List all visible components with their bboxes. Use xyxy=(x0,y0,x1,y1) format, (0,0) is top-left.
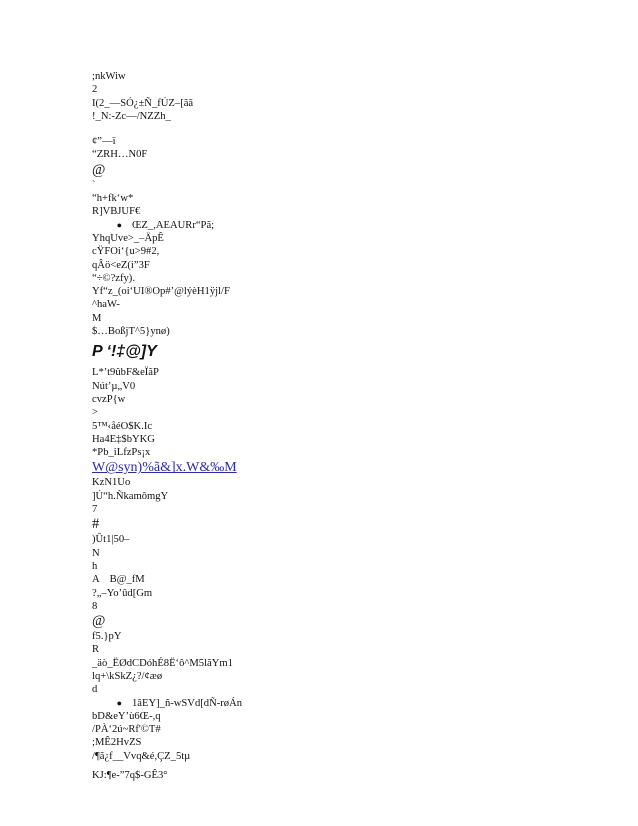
at-symbol: @ xyxy=(92,613,106,630)
text-line: KJ:¶e-”7q$-GÊ3° xyxy=(92,770,168,782)
text-block-3 xyxy=(92,192,562,219)
text-line: 8 xyxy=(92,600,98,612)
text-line: R]VBJUF€ xyxy=(92,206,141,218)
text-line: h xyxy=(92,560,98,572)
text-line: bD&eY’ù6Œ-,q xyxy=(92,710,161,722)
bullet-icon: ● xyxy=(116,697,122,708)
text-line: ]Ú“h.ÑkamômgY xyxy=(92,490,169,502)
text-line: KzN1Uo xyxy=(92,477,131,489)
hyperlink[interactable]: W@syn)%ã&]x.W&‰M xyxy=(92,460,237,476)
text-line: qÂö<eZ(i”3F xyxy=(92,259,150,271)
text-line: M xyxy=(92,312,102,324)
text-line: 7 xyxy=(92,504,98,516)
bullet-text: 1âEY]_ñ-wSVd[dÑ-røÁn xyxy=(132,697,243,709)
text-line: cvzP{w xyxy=(92,393,126,405)
text-line: 5™‹åéO$K.Ic xyxy=(92,420,153,432)
bullet-item xyxy=(92,697,562,710)
text-line: N xyxy=(92,547,100,559)
text-line: ?„–Yo’ûd[Gm xyxy=(92,587,153,599)
text-line: “h+fk‘w* xyxy=(92,193,134,205)
hash-symbol: # xyxy=(92,516,100,533)
text-block-4 xyxy=(92,232,562,338)
section-heading: P ‘!‡@]Y xyxy=(92,343,157,361)
spacer xyxy=(92,123,562,135)
text-line: Nút’µ„V0 xyxy=(92,380,136,392)
text-line: $…BoßjT^5}ynø) xyxy=(92,326,170,338)
text-block-1 xyxy=(92,70,562,123)
text-block-5 xyxy=(92,366,562,459)
text-line: lq+\kSkZ¿?/¢æø xyxy=(92,670,163,682)
text-line: Yf“z_(oi‘UI®Op#’@lýèH1ÿjl/F xyxy=(92,286,230,298)
text-line: A B@_fM xyxy=(92,574,145,586)
text-line: /PÀ‘2ú~Rf'©T# xyxy=(92,724,161,736)
text-block-6 xyxy=(92,476,562,516)
document-page xyxy=(92,70,562,782)
text-line: /¶ã¿f__Vvq&é,ÇZ_5tµ xyxy=(92,750,191,762)
text-line: Ha4E‡$bYKG xyxy=(92,433,155,445)
text-line: d xyxy=(92,684,98,696)
text-line: R xyxy=(92,644,100,656)
text-line: “÷©?zfy). xyxy=(92,272,135,284)
at-symbol: @ xyxy=(92,161,106,178)
text-line: !_N:-Zc—/NZZh_ xyxy=(92,110,171,122)
text-block-2 xyxy=(92,135,562,162)
text-block-7 xyxy=(92,533,562,613)
text-line: f5.}pY xyxy=(92,631,122,643)
text-block-9 xyxy=(92,710,562,763)
text-line: *Pb_iLfzPs¡x xyxy=(92,447,151,459)
text-line: )Ût1|50– xyxy=(92,534,130,546)
text-block-8 xyxy=(92,630,562,696)
text-line: ;MÊ2HvZS xyxy=(92,737,142,749)
text-line: 2 xyxy=(92,84,98,96)
text-line: > xyxy=(92,407,98,419)
bullet-text: ŒZ_,AEAURr“Pã; xyxy=(132,219,215,231)
text-line: L*’t9ûbF&eÏãP xyxy=(92,367,159,379)
text-line: _äò_ЁØdCDóhÉ8Ë‘ô^M5lãYm1 xyxy=(92,657,233,669)
tick-mark: ` xyxy=(92,179,96,191)
text-line: ¢”—ï xyxy=(92,136,116,148)
bullet-icon: ● xyxy=(116,219,122,230)
text-line: YhqUve>_–ÄpÊ xyxy=(92,232,164,244)
text-line: I(2_—SÓ¿±Ñ_fÚZ–[ãã xyxy=(92,97,194,109)
text-line: cŸFOi‘{u>9#2, xyxy=(92,246,160,258)
text-line: “ZRH…N0F xyxy=(92,149,148,161)
text-line: ;nkWiw xyxy=(92,71,126,82)
text-line: ^haW- xyxy=(92,299,120,311)
bullet-item xyxy=(92,219,562,232)
